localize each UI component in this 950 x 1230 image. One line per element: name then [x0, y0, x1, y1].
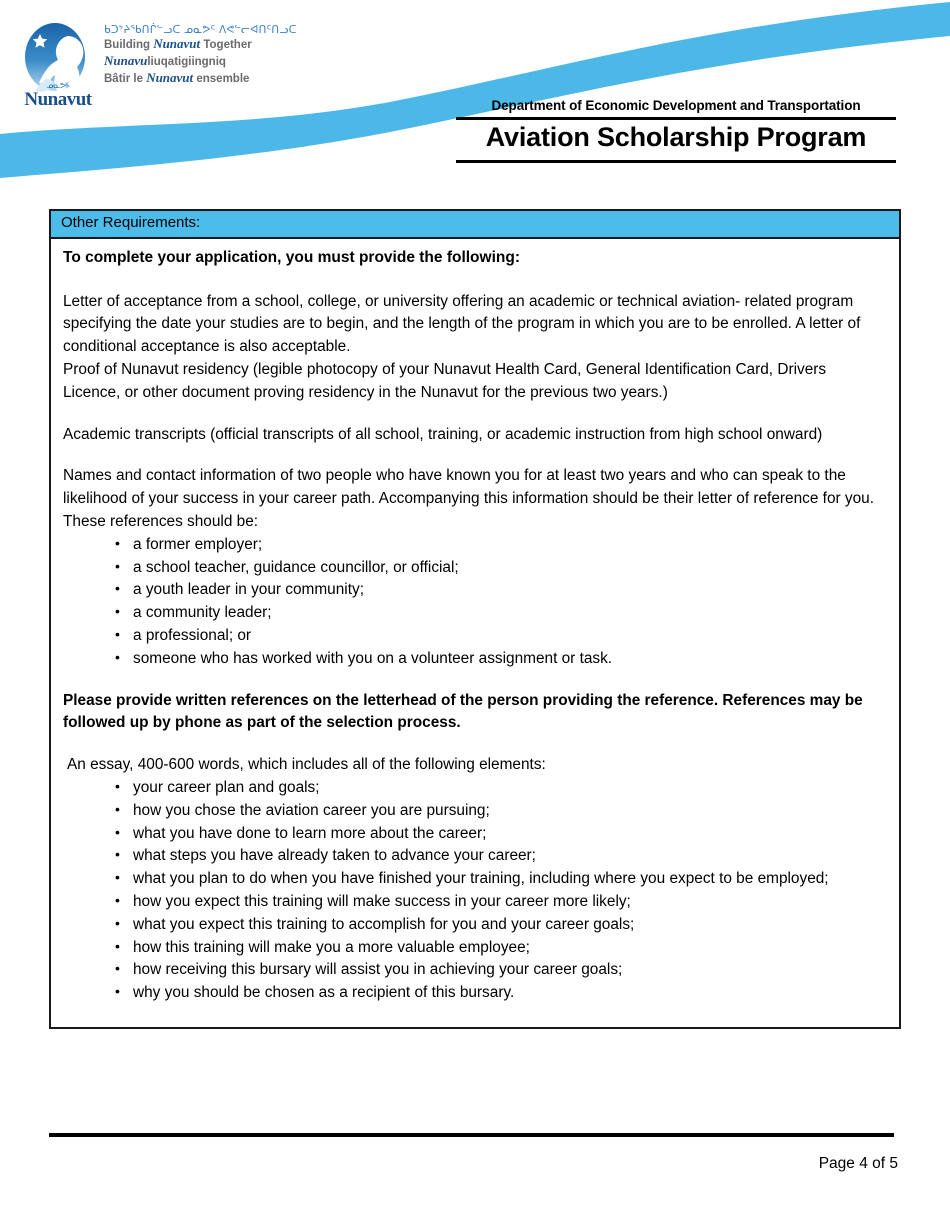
- nunavut-logo: [22, 22, 297, 112]
- logo-tagline-fr-pre: Bâtir le: [104, 72, 147, 85]
- logo-tagline-en-pre: Building: [104, 39, 154, 52]
- section-body: [51, 239, 899, 1027]
- list-item: • someone who has worked with you on a volunteer assignment or task.: [115, 648, 887, 671]
- logo-tagline-fr: [104, 70, 297, 87]
- requirement-essay: An essay, 400-600 words, which includes all of the following elements:: [67, 756, 546, 774]
- header-rule-bottom: [456, 160, 896, 163]
- logo-tagline-iu-word: Nunavu: [104, 52, 148, 68]
- requirement-acceptance-letter: Letter of acceptance from a school, college, or university offering an academic or technical aviation- related program specifying the date your studies are to begin, and the length of the program in which you are to be enrolled. A letter of conditional acceptance is also acceptable.: [63, 292, 861, 356]
- logo-tagline-fr-word: Nunavut: [146, 69, 194, 85]
- program-title: Aviation Scholarship Program: [485, 122, 867, 152]
- logo-tagline-fr-post: ensemble: [193, 72, 250, 85]
- requirement-transcripts: Academic transcripts (official transcripts of all school, training, or academic instruction from high school onward): [63, 425, 823, 443]
- intro-statement: To complete your application, you must provide the following:: [63, 248, 520, 266]
- list-item: • how you chose the aviation career you are pursuing;: [115, 800, 887, 823]
- page-header: [0, 0, 950, 196]
- logo-syllabics-line: ᑲᑐᔾᔨᖃᑎᒌᓪᓗᑕ ᓄᓇᕗᑦ ᐱᕙᓪᓕᐊᑎᑦᑎᓗᑕ: [104, 24, 297, 36]
- header-title-block: [456, 98, 896, 163]
- section-header-bar: Other Requirements:: [51, 211, 899, 239]
- list-item: • why you should be chosen as a recipient of this bursary.: [115, 982, 887, 1005]
- reference-letterhead-note: Please provide written references on the letterhead of the person providing the reference. References may be followed up by phone as part of the selection process.: [63, 691, 863, 732]
- department-name: Department of Economic Development and Transportation: [491, 98, 861, 113]
- list-item: • a former employer;: [115, 534, 887, 557]
- logo-tagline-en: [104, 36, 297, 53]
- other-requirements-box: [49, 209, 901, 1029]
- list-item: • how this training will make you a more valuable employee;: [115, 937, 887, 960]
- list-item: • what you have done to learn more about the career;: [115, 823, 887, 846]
- list-item: • your career plan and goals;: [115, 777, 887, 800]
- requirement-references: Names and contact information of two people who have known you for at least two years and who can speak to the likelihood of your success in your career path. Accompanying this information should be their letter of reference for you. These references should be:: [63, 467, 874, 531]
- list-item: • a school teacher, guidance councillor, or official;: [115, 557, 887, 580]
- logo-tagline-en-word: Nunavut: [153, 36, 201, 52]
- essay-elements-list: [63, 777, 887, 1005]
- logo-tagline-en-post: Together: [200, 39, 252, 52]
- list-item: • what you expect this training to accomplish for you and your career goals;: [115, 914, 887, 937]
- requirement-residency-proof: Proof of Nunavut residency (legible photocopy of your Nunavut Health Card, General Identification Card, Drivers Licence, or other document proving residency in the Nunavut for the previous two years.): [63, 361, 827, 401]
- list-item: • what you plan to do when you have finished your training, including where you expect to be employed;: [115, 868, 887, 891]
- references-list: [63, 534, 887, 671]
- page-number: Page 4 of 5: [818, 1155, 898, 1172]
- logo-tagline-iu: [104, 53, 297, 70]
- list-item: • how receiving this bursary will assist you in achieving your career goals;: [115, 959, 887, 982]
- list-item: • a professional; or: [115, 625, 887, 648]
- list-item: • a community leader;: [115, 602, 887, 625]
- list-item: • what steps you have already taken to advance your career;: [115, 845, 887, 868]
- header-rule-top: [456, 117, 896, 120]
- nunavut-inukshuk-icon: ᓄᓇᕗᑦ Nunavut: [22, 22, 94, 112]
- logo-tagline-iu-post: liuqatigiingniq: [147, 55, 226, 68]
- list-item: • a youth leader in your community;: [115, 579, 887, 602]
- list-item: • how you expect this training will make success in your career more likely;: [115, 891, 887, 914]
- footer-rule: [49, 1133, 894, 1137]
